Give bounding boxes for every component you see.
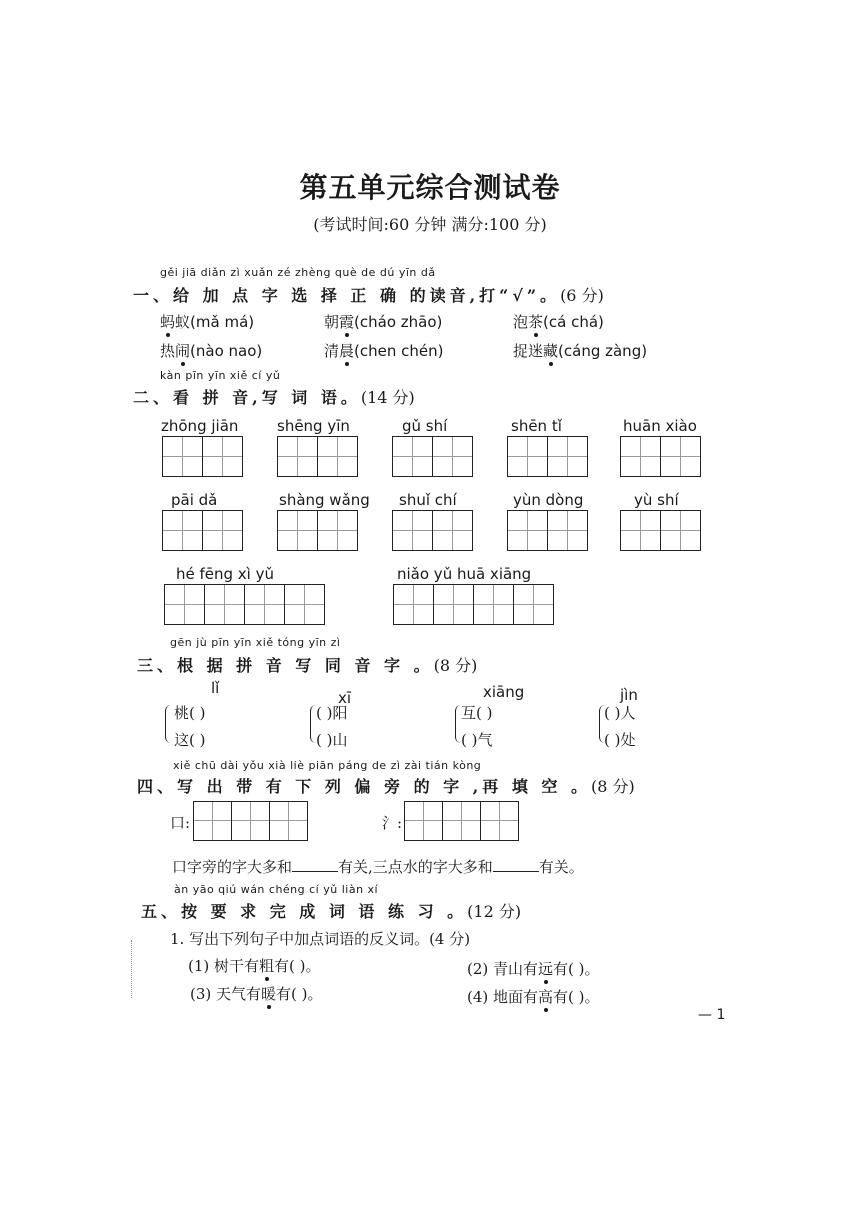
- question-1: 1. 写出下列句子中加点词语的反义词。(4 分): [170, 930, 471, 948]
- dotted-char: 暖: [261, 985, 277, 1003]
- item-text: 有( )。: [553, 960, 600, 978]
- section-4-heading: [137, 774, 635, 797]
- word-pinyin: shuǐ chí: [399, 491, 457, 509]
- dotted-char: 藏: [543, 342, 559, 360]
- radical-kou-label: 口:: [170, 814, 191, 832]
- word-pinyin: zhōng jiān: [161, 417, 239, 435]
- writing-box[interactable]: [507, 510, 588, 551]
- writing-box[interactable]: [193, 801, 308, 841]
- homophone-pinyin: lǐ: [211, 679, 220, 697]
- homophone-pinyin: jìn: [620, 686, 638, 704]
- word-pinyin: shàng wǎng: [279, 491, 370, 509]
- antonym-item-4[interactable]: [467, 986, 600, 1007]
- section-2-heading: [133, 385, 415, 408]
- homophone-blank[interactable]: ( )气: [461, 731, 493, 749]
- fill-sentence: [172, 856, 584, 877]
- item-text: 有( )。: [553, 988, 600, 1006]
- homophone-blank[interactable]: ( )人: [604, 704, 636, 722]
- dotted-char: 粗: [259, 957, 275, 975]
- fill-blank[interactable]: [292, 871, 338, 872]
- choice-item-1[interactable]: [160, 311, 254, 332]
- page-title: 第五单元综合测试卷: [299, 171, 561, 204]
- writing-box[interactable]: [507, 436, 588, 477]
- dotted-char: 远: [538, 960, 554, 978]
- radical-shui-label: 氵:: [382, 814, 403, 832]
- section-3-heading: [137, 653, 477, 676]
- section-3-title: 三、根 据 拼 音 写 同 音 字 。: [137, 656, 434, 675]
- item-text: (2) 青山有: [467, 960, 539, 978]
- section-4-score: (8 分): [591, 777, 635, 796]
- item-text: 泡: [513, 313, 529, 331]
- homophone-blank[interactable]: 互( ): [461, 704, 493, 722]
- item-text: 清: [324, 342, 340, 360]
- item-text: 热: [160, 342, 176, 360]
- word-pinyin: shēn tǐ: [511, 417, 562, 435]
- writing-box[interactable]: [277, 510, 358, 551]
- section-1-pinyin: gěi jiā diǎn zì xuǎn zé zhèng què de dú yīn dǎ: [160, 266, 436, 279]
- writing-box[interactable]: [164, 584, 325, 625]
- antonym-item-1[interactable]: [188, 955, 321, 976]
- section-4-pinyin: xiě chū dài yǒu xià liè piān páng de zì zài tián kòng: [173, 759, 482, 772]
- section-2-title: 二、看 拼 音,写 词 语。: [133, 388, 361, 407]
- section-2-score: (14 分): [360, 388, 415, 407]
- pinyin-options: (cháo zhāo): [354, 313, 443, 331]
- word-pinyin: hé fēng xì yǔ: [176, 565, 275, 583]
- pinyin-options: (cá chá): [543, 313, 604, 331]
- choice-item-4[interactable]: [160, 340, 262, 361]
- antonym-item-3[interactable]: [190, 983, 323, 1004]
- homophone-blank[interactable]: 这( ): [174, 731, 206, 749]
- writing-box[interactable]: [392, 510, 473, 551]
- word-pinyin: huān xiào: [623, 417, 697, 435]
- homophone-blank[interactable]: 桃( ): [174, 704, 206, 722]
- dotted-char: 蚂: [160, 313, 176, 331]
- writing-box[interactable]: [404, 801, 519, 841]
- pinyin-options: (mǎ má): [190, 313, 255, 331]
- homophone-pinyin: xiāng: [483, 683, 525, 701]
- dotted-char: 高: [538, 988, 554, 1006]
- dotted-char: 茶: [528, 313, 544, 331]
- choice-item-3[interactable]: [513, 311, 604, 332]
- dotted-char: 闹: [175, 342, 191, 360]
- writing-box[interactable]: [277, 436, 358, 477]
- writing-box[interactable]: [392, 436, 473, 477]
- section-5-score: (12 分): [467, 902, 522, 921]
- writing-box[interactable]: [620, 436, 701, 477]
- item-text: 捉迷: [513, 342, 544, 360]
- writing-box[interactable]: [620, 510, 701, 551]
- homophone-blank[interactable]: ( )山: [316, 731, 348, 749]
- item-text: 有( )。: [276, 985, 323, 1003]
- word-pinyin: yù shí: [634, 491, 679, 509]
- choice-item-6[interactable]: [513, 340, 647, 361]
- item-text: (3) 天气有: [190, 985, 262, 1003]
- section-5-pinyin: àn yāo qiú wán chéng cí yǔ liàn xí: [174, 883, 379, 896]
- item-text: (1) 树干有: [188, 957, 260, 975]
- item-text: 蚁: [175, 313, 191, 331]
- word-pinyin: gǔ shí: [402, 417, 448, 435]
- writing-box[interactable]: [162, 436, 243, 477]
- section-1-heading: [133, 283, 604, 306]
- item-text: 有( )。: [274, 957, 321, 975]
- section-1-title: 一、给 加 点 字 选 择 正 确 的读音,打“√”。: [133, 286, 561, 305]
- section-5-heading: [141, 899, 521, 922]
- sentence-text: 有关。: [538, 858, 584, 876]
- fill-blank[interactable]: [493, 871, 539, 872]
- word-pinyin: pāi dǎ: [171, 491, 218, 509]
- brace-icon: [165, 705, 173, 743]
- word-pinyin: niǎo yǔ huā xiāng: [397, 565, 532, 583]
- sentence-text: 口字旁的字大多和: [172, 858, 293, 876]
- dotted-char: 霞: [339, 313, 355, 331]
- homophone-pinyin: xī: [338, 689, 352, 707]
- section-2-pinyin: kàn pīn yīn xiě cí yǔ: [160, 369, 281, 382]
- pinyin-options: (cáng zàng): [558, 342, 648, 360]
- section-1-score: (6 分): [560, 286, 604, 305]
- word-pinyin: shēng yīn: [277, 417, 350, 435]
- page-number: — 1: [698, 1007, 726, 1023]
- pinyin-options: (nào nao): [190, 342, 263, 360]
- sentence-text: 有关,三点水的字大多和: [338, 858, 493, 876]
- antonym-item-2[interactable]: [467, 958, 600, 979]
- choice-item-2[interactable]: [324, 311, 442, 332]
- homophone-blank[interactable]: ( )阳: [316, 704, 348, 722]
- dotted-char: 晨: [339, 342, 355, 360]
- section-3-pinyin: gēn jù pīn yīn xiě tóng yīn zì: [170, 636, 341, 649]
- choice-item-5[interactable]: [324, 340, 443, 361]
- homophone-blank[interactable]: ( )处: [604, 731, 636, 749]
- section-3-score: (8 分): [433, 656, 478, 675]
- section-4-title: 四、写 出 带 有 下 列 偏 旁 的 字 ,再 填 空 。: [137, 777, 591, 796]
- pinyin-options: (chen chén): [354, 342, 444, 360]
- writing-box[interactable]: [162, 510, 243, 551]
- word-pinyin: yùn dòng: [513, 491, 584, 509]
- section-5-title: 五、按 要 求 完 成 词 语 练 习 。: [141, 902, 468, 921]
- binding-line: [131, 940, 132, 998]
- exam-info: (考试时间:60 分钟 满分:100 分): [313, 215, 547, 234]
- item-text: 朝: [324, 313, 340, 331]
- writing-box[interactable]: [393, 584, 554, 625]
- item-text: (4) 地面有: [467, 988, 539, 1006]
